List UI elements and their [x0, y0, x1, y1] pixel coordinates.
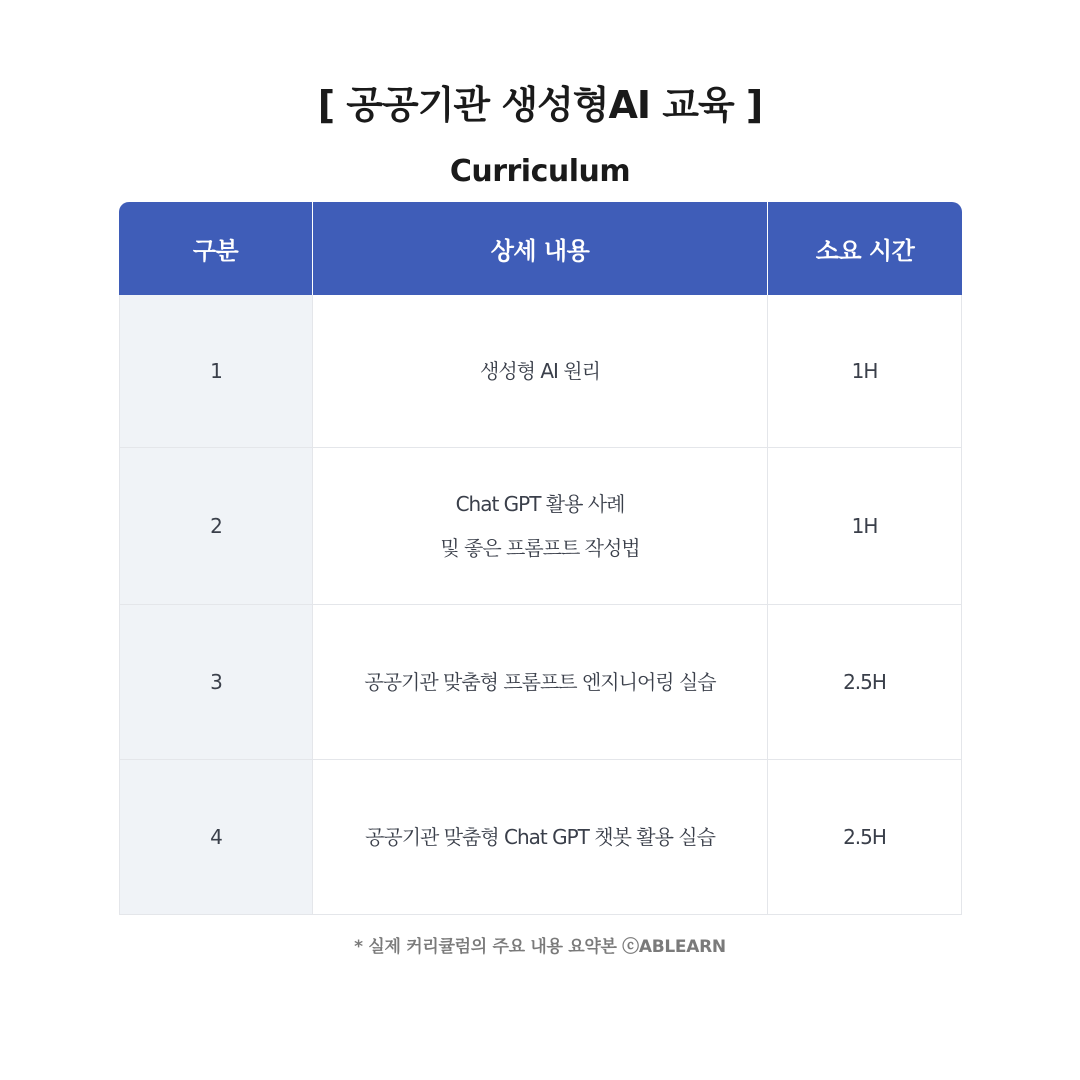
row-content	[312, 760, 767, 914]
row-content	[312, 295, 767, 447]
row-number: 1	[119, 295, 312, 447]
row-content-line: Chat GPT 활용 사례	[455, 492, 625, 516]
row-number: 3	[119, 605, 312, 759]
row-content-line: 생성형 AI 원리	[480, 359, 600, 383]
table-header	[119, 202, 962, 295]
page-subtitle: Curriculum	[449, 154, 631, 189]
row-duration: 2.5H	[767, 760, 962, 914]
header-category: 구분	[192, 237, 239, 265]
header-duration: 소요 시간	[767, 202, 962, 295]
row-number: 2	[119, 448, 312, 604]
page-title: [ 공공기관 생성형AI 교육 ]	[317, 83, 763, 127]
table-row	[119, 295, 962, 448]
row-content-line: 및 좋은 프롬프트 작성법	[440, 536, 640, 560]
row-duration: 1H	[767, 295, 962, 447]
curriculum-table	[119, 202, 962, 915]
footnote: * 실제 커리큘럼의 주요 내용 요약본 ⓒABLEARN	[354, 937, 726, 957]
header-details: 상세 내용	[312, 202, 767, 295]
row-duration: 1H	[767, 448, 962, 604]
table-row	[119, 605, 962, 760]
row-number: 4	[119, 760, 312, 914]
row-duration: 2.5H	[767, 605, 962, 759]
table-row	[119, 448, 962, 605]
row-content	[312, 605, 767, 759]
row-content	[312, 448, 767, 604]
row-content-line: 공공기관 맞춤형 프롬프트 엔지니어링 실습	[364, 670, 716, 694]
row-content-line: 공공기관 맞춤형 Chat GPT 챗봇 활용 실습	[365, 825, 715, 849]
table-row	[119, 760, 962, 915]
